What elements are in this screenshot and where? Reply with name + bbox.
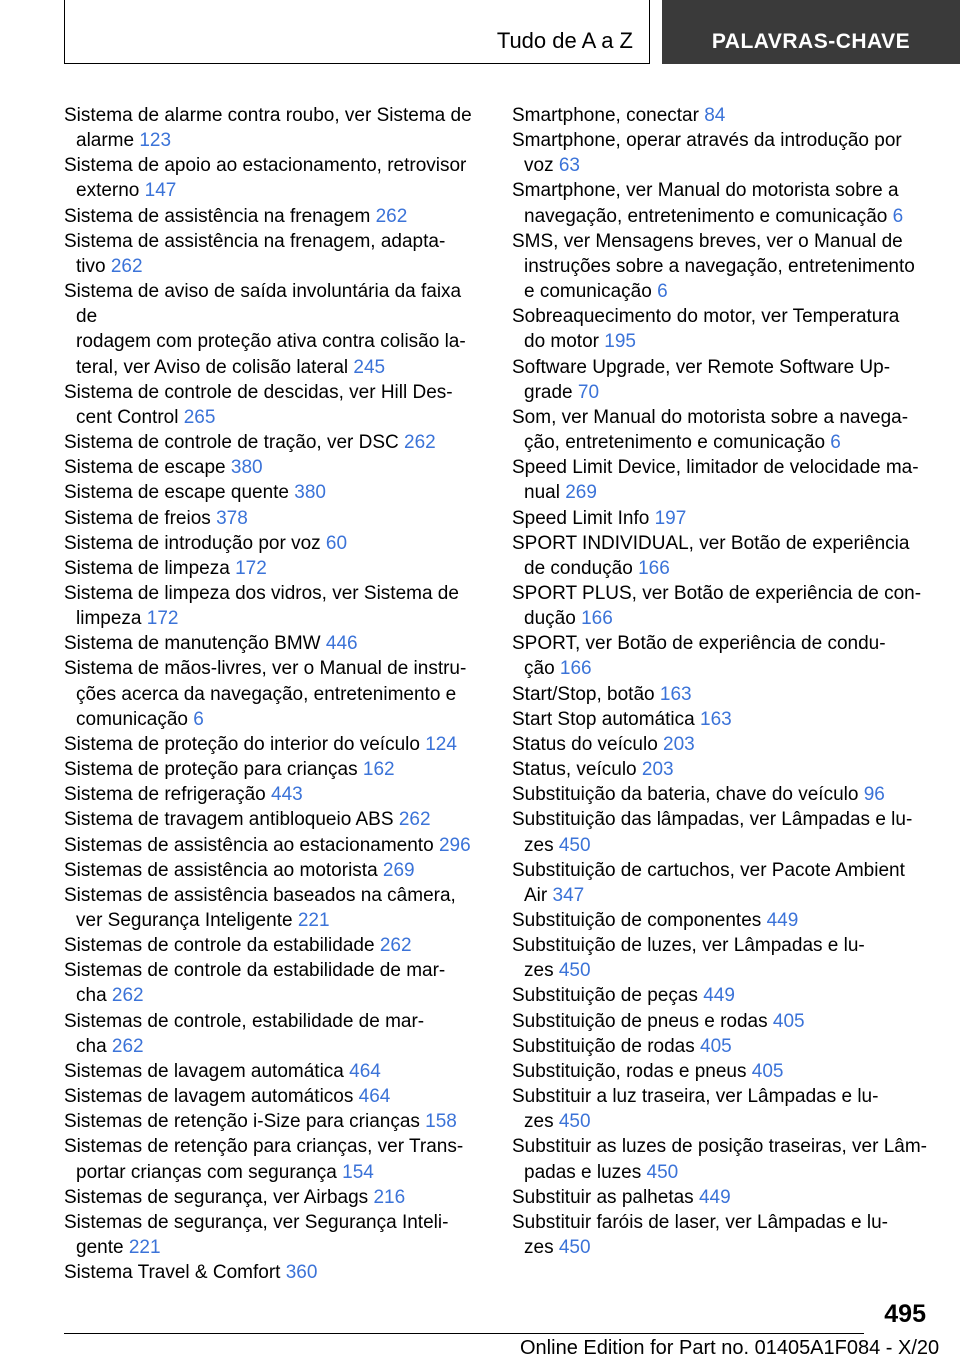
index-entry-text: Sistemas de lavagem automática [64, 1060, 344, 1082]
page-reference-link[interactable]: 347 [552, 884, 585, 906]
index-entry [64, 455, 484, 480]
index-entry [512, 933, 932, 983]
page-reference-link[interactable]: 96 [863, 784, 885, 806]
index-entry [64, 103, 484, 153]
page-reference-link[interactable]: 166 [581, 608, 613, 630]
index-entry [64, 933, 484, 958]
index-entry [512, 355, 932, 405]
index-entry [512, 229, 932, 304]
section-badge: PALAVRAS-CHAVE [662, 0, 960, 64]
index-entry [512, 1059, 932, 1084]
page-reference-link[interactable]: 60 [325, 532, 348, 554]
page-reference-link[interactable]: 296 [438, 834, 471, 856]
page-reference-link[interactable]: 203 [641, 759, 674, 781]
index-entry-text: Sistema de introdução por voz [64, 532, 321, 554]
index-entry-text: Substituição de rodas [512, 1035, 695, 1057]
index-entry [512, 707, 932, 732]
index-entry [64, 1260, 484, 1285]
index-entry [64, 480, 484, 505]
index-entry-text: Sistema de proteção do interior do veículo [64, 733, 420, 755]
index-entry-text: Sistema de escape quente [64, 482, 289, 504]
index-entry [64, 1084, 484, 1109]
index-entry [64, 1134, 484, 1184]
index-entry [512, 1134, 932, 1184]
index-entry [512, 908, 932, 933]
index-entry-text: Speed Limit Device, limitador de velocidade ma- nual [512, 457, 919, 504]
index-entry [64, 858, 484, 883]
index-entry [64, 279, 484, 380]
index-entry-text: Sistema de freios [64, 507, 211, 529]
page-reference-link[interactable]: 262 [404, 432, 436, 454]
index-entry [64, 229, 484, 279]
page-reference-link[interactable]: 450 [558, 1237, 591, 1259]
index-entry-text: SPORT INDIVIDUAL, ver Botão de experiência de condução [512, 532, 910, 579]
page-reference-link[interactable]: 405 [751, 1060, 784, 1082]
footer-edition: Online Edition for Part no. 01405A1F084 - X/20 [520, 1337, 940, 1359]
index-entry-text: Substituir as palhetas [512, 1186, 694, 1208]
page-reference-link[interactable]: 158 [425, 1111, 457, 1133]
section-title: Tudo de A a Z [496, 28, 633, 53]
index-entry-text: Som, ver Manual do motorista sobre a navega- ção, entretenimento e comunicação [512, 406, 909, 454]
index-entry [64, 1185, 484, 1210]
page-reference-link[interactable]: 360 [285, 1262, 318, 1284]
index-entry-text: Substituição de peças [512, 985, 698, 1007]
page-reference-link[interactable]: 269 [565, 482, 597, 504]
header-box [64, 0, 650, 64]
index-entry [64, 153, 484, 203]
index-entry-text: Sistemas de segurança, ver Segurança Inteli- gente [64, 1211, 449, 1259]
index-entry [64, 380, 484, 430]
index-entry-text: Sistema de alarme contra roubo, ver Sistema de alarme [64, 105, 472, 152]
index-entry-text: Start/Stop, botão [512, 683, 655, 705]
index-entry [512, 1034, 932, 1059]
index-entry [512, 631, 932, 681]
page-reference-link[interactable]: 147 [144, 180, 177, 202]
page-reference-link[interactable]: 380 [294, 482, 326, 504]
index-column-right [512, 103, 932, 1260]
index-entry [64, 757, 484, 782]
index-entry [64, 581, 484, 631]
page-reference-link[interactable]: 172 [146, 608, 179, 630]
index-entry [512, 682, 932, 707]
index-entry-text: SPORT, ver Botão de experiência de condu- ção [512, 633, 886, 680]
index-entry-text: SPORT PLUS, ver Botão de experiência de con- dução [512, 582, 922, 630]
index-entry-text: Sistemas de controle da estabilidade de mar- cha [64, 960, 446, 1007]
index-entry [64, 1210, 484, 1260]
page-reference-link[interactable]: 449 [766, 910, 799, 931]
index-entry-text: Sistema de manutenção BMW [64, 633, 321, 655]
index-entry-text: Substituição das lâmpadas, ver Lâmpadas e lu- zes [512, 809, 913, 856]
index-entry [64, 807, 484, 832]
index-entry [512, 304, 932, 354]
index-entry-text: Sistema de apoio ao estacionamento, retrovisor externo [64, 155, 467, 202]
page-reference-link[interactable]: 166 [638, 557, 670, 579]
index-entry-text: Smartphone, conectar [512, 105, 699, 126]
page-reference-link[interactable]: 154 [342, 1161, 374, 1183]
page-reference-link[interactable]: 450 [558, 834, 591, 856]
index-entry [512, 1185, 932, 1210]
index-entry [512, 782, 932, 807]
page-reference-link[interactable]: 378 [216, 507, 248, 529]
page-reference-link[interactable]: 262 [375, 205, 408, 227]
index-entry-text: Sistema de travagem antibloqueio ABS [64, 809, 394, 831]
page-reference-link[interactable]: 262 [398, 809, 431, 831]
page-reference-link[interactable]: 166 [559, 658, 592, 680]
index-entry [512, 405, 932, 455]
index-entry-text: Substituição da bateria, chave do veículo [512, 784, 859, 806]
page-reference-link[interactable]: 70 [577, 381, 600, 403]
index-entry [512, 178, 932, 228]
index-entry-text: Sistemas de segurança, ver Airbags [64, 1186, 369, 1208]
index-entry-text: Sistemas de controle da estabilidade [64, 935, 375, 957]
index-entry [512, 103, 932, 128]
index-entry [512, 506, 932, 531]
index-entry [512, 807, 932, 857]
page-reference-link[interactable]: 6 [657, 281, 668, 303]
index-entry-text: Sistema de controle de tração, ver DSC [64, 432, 399, 454]
index-entry-text: Sistema Travel & Comfort [64, 1262, 281, 1284]
index-entry-text: Status, veículo [512, 759, 637, 781]
index-entry [512, 983, 932, 1008]
index-entry-text: SMS, ver Mensagens breves, ver o Manual de instruções sobre a navegação, entretenimento e comunicação [512, 230, 915, 303]
index-entry-text: Sistema de limpeza dos vidros, ver Sistema de limpeza [64, 582, 459, 630]
page-reference-link[interactable]: 6 [193, 708, 204, 730]
page-reference-link[interactable]: 124 [425, 733, 457, 755]
index-entry-text: Sistema de assistência na frenagem, adapta- tivo [64, 230, 446, 277]
index-entry-text: Substituir a luz traseira, ver Lâmpadas e lu- zes [512, 1086, 879, 1133]
index-column-left [64, 103, 484, 1285]
page-reference-link[interactable]: 84 [704, 105, 726, 126]
page-reference-link[interactable]: 163 [700, 708, 732, 730]
page-reference-link[interactable]: 450 [558, 960, 591, 982]
page-reference-link[interactable]: 123 [139, 130, 172, 152]
index-entry [64, 1059, 484, 1084]
index-entry-text: Substituição, rodas e pneus [512, 1060, 747, 1082]
page-reference-link[interactable]: 162 [362, 759, 395, 781]
page-reference-link[interactable]: 6 [892, 205, 904, 227]
index-entry [64, 833, 484, 858]
index-entry [64, 1009, 484, 1059]
index-entry [64, 506, 484, 531]
index-entry-text: Substituição de pneus e rodas [512, 1010, 768, 1032]
index-entry-text: Sistema de proteção para crianças [64, 759, 358, 781]
index-entry-text: Sistema de controle de descidas, ver Hill Des- cent Control [64, 381, 453, 428]
index-entry [512, 757, 932, 782]
page-reference-link[interactable]: 245 [353, 356, 386, 378]
page-reference-link[interactable]: 197 [654, 507, 687, 529]
index-entry [512, 455, 932, 505]
page-reference-link[interactable]: 221 [128, 1237, 161, 1259]
index-entry-text: Sistema de aviso de saída involuntária da faixa de rodagem com proteção ativa contra colisão la- teral, ver Aviso de colisão lateral [64, 281, 466, 378]
index-entry-text: Smartphone, ver Manual do motorista sobre a navegação, entretenimento e comunicação [512, 180, 899, 227]
index-entry [64, 556, 484, 581]
page-reference-link[interactable]: 449 [703, 985, 735, 1007]
index-entry [64, 732, 484, 757]
index-entry [64, 204, 484, 229]
index-entry [64, 631, 484, 656]
index-entry-text: Sistemas de assistência ao estacionamento [64, 834, 434, 856]
index-entry [512, 732, 932, 757]
page-reference-link[interactable]: 195 [604, 331, 636, 353]
index-entry-text: Substituir faróis de laser, ver Lâmpadas e lu- zes [512, 1211, 888, 1259]
index-entry [512, 858, 932, 908]
index-entry [64, 531, 484, 556]
page-reference-link[interactable]: 203 [663, 733, 695, 755]
index-entry-text: Sistemas de lavagem automáticos [64, 1086, 354, 1108]
index-entry-text: Sistemas de retenção para crianças, ver Trans- portar crianças com segurança [64, 1136, 464, 1183]
index-entry [64, 883, 484, 933]
page-reference-link[interactable]: 262 [111, 985, 144, 1007]
page-reference-link[interactable]: 163 [659, 683, 692, 705]
index-entry [64, 1109, 484, 1134]
index-entry-text: Substituir as luzes de posição traseiras, ver Lâm- padas e luzes [512, 1136, 928, 1183]
index-entry-text: Start Stop automática [512, 708, 695, 730]
index-entry-text: Sistema de assistência na frenagem [64, 205, 371, 227]
index-entry [64, 430, 484, 455]
index-entry [64, 656, 484, 731]
index-entry-text: Substituição de luzes, ver Lâmpadas e lu- zes [512, 935, 865, 982]
page-reference-link[interactable]: 450 [558, 1111, 591, 1133]
page-reference-link[interactable]: 6 [830, 432, 841, 454]
index-entry [64, 958, 484, 1008]
index-entry-text: Sistema de mãos-livres, ver o Manual de instru- ções acerca da navegação, entretenimento e comunicação [64, 658, 467, 730]
index-entry [512, 128, 932, 178]
page-reference-link[interactable]: 262 [379, 935, 412, 957]
index-entry [512, 1009, 932, 1034]
index-entry-text: Status do veículo [512, 733, 658, 755]
index-entry [512, 1084, 932, 1134]
page-reference-link[interactable]: 262 [111, 1035, 144, 1057]
index-entry-text: Substituição de cartuchos, ver Pacote Ambient Air [512, 859, 905, 906]
page-reference-link[interactable]: 380 [230, 457, 263, 479]
page-reference-link[interactable]: 405 [772, 1010, 805, 1032]
index-entry-text: Sobreaquecimento do motor, ver Temperatura do motor [512, 306, 900, 353]
index-entry-text: Sistema de limpeza [64, 557, 230, 579]
footer-divider [64, 1333, 864, 1334]
index-entry-text: Sistemas de retenção i-Size para crianças [64, 1111, 420, 1133]
page-reference-link[interactable]: 172 [235, 557, 267, 579]
index-entry-text: Sistemas de assistência baseados na câmera, ver Segurança Inteligente [64, 884, 456, 931]
page-reference-link[interactable]: 269 [382, 859, 415, 881]
index-entry-text: Sistema de escape [64, 457, 226, 479]
index-entry-text: Software Upgrade, ver Remote Software Up- grade [512, 356, 891, 403]
index-entry [64, 782, 484, 807]
index-entry-text: Sistema de refrigeração [64, 784, 266, 806]
page-reference-link[interactable]: 265 [183, 406, 216, 428]
page-reference-link[interactable]: 216 [373, 1186, 406, 1208]
index-entry-text: Sistemas de assistência ao motorista [64, 859, 378, 881]
index-entry-text: Substituição de componentes [512, 910, 762, 931]
index-entry [512, 1210, 932, 1260]
page-reference-link[interactable]: 446 [325, 633, 358, 655]
page-reference-link[interactable]: 262 [110, 255, 143, 277]
index-entry [512, 531, 932, 581]
page-reference-link[interactable]: 63 [558, 155, 580, 177]
page-reference-link[interactable]: 464 [358, 1086, 391, 1108]
page-reference-link[interactable]: 464 [349, 1060, 381, 1082]
index-entry-text: Sistemas de controle, estabilidade de mar- cha [64, 1010, 425, 1057]
page-reference-link[interactable]: 405 [700, 1035, 732, 1057]
index-entry-text: Smartphone, operar através da introdução por voz [512, 130, 902, 177]
page-reference-link[interactable]: 221 [297, 910, 330, 931]
index-entry [512, 581, 932, 631]
page-reference-link[interactable]: 443 [271, 784, 303, 806]
page-reference-link[interactable]: 450 [646, 1161, 679, 1183]
page-reference-link[interactable]: 449 [698, 1186, 731, 1208]
index-entry-text: Speed Limit Info [512, 507, 650, 529]
page-number: 495 [884, 1300, 926, 1328]
